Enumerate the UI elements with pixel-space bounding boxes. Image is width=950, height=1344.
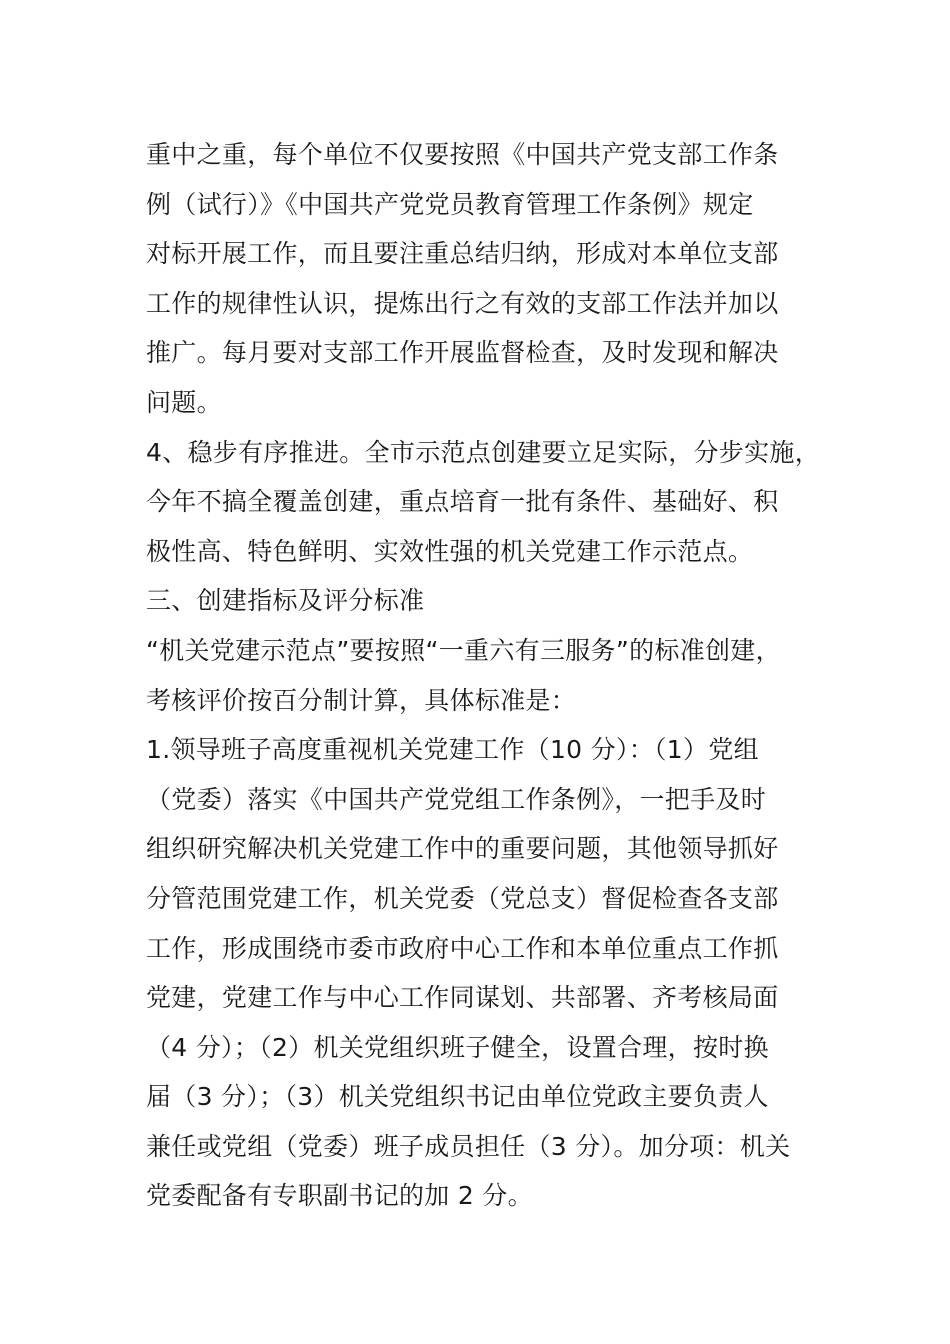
text-line-7: 4、稳步有序推进。全市示范点创建要立足实际，分步实施， bbox=[146, 437, 821, 467]
section-heading: 三、创建指标及评分标准 bbox=[146, 586, 425, 616]
text-line-2: 例（试行）》《中国共产党党员教育管理工作条例》规定 bbox=[146, 189, 754, 219]
text-line-3: 对标开展工作，而且要注重总结归纳，形成对本单位支部 bbox=[146, 239, 779, 269]
text-line-11: “机关党建示范点”要按照“一重六有三服务”的标准创建， bbox=[146, 635, 781, 665]
text-line-9: 极性高、特色鲜明、实效性强的机关党建工作示范点。 bbox=[146, 536, 754, 566]
text-line-20: 届（3 分）；（3）机关党组织书记由单位党政主要负责人 bbox=[146, 1082, 769, 1112]
text-line-21: 兼任或党组（党委）班子成员担任（3 分）。加分项：机关 bbox=[146, 1131, 791, 1161]
text-line-17: 工作，形成围绕市委市政府中心工作和本单位重点工作抓 bbox=[146, 933, 779, 963]
text-line-8: 今年不搞全覆盖创建，重点培育一批有条件、基础好、积 bbox=[146, 487, 779, 517]
text-line-18: 党建，党建工作与中心工作同谋划、共部署、齐考核局面 bbox=[146, 983, 779, 1013]
text-line-5: 推广。每月要对支部工作开展监督检查，及时发现和解决 bbox=[146, 338, 779, 368]
text-line-13: 1.领导班子高度重视机关党建工作（10 分）：（1）党组 bbox=[146, 735, 759, 765]
text-line-12: 考核评价按百分制计算，具体标准是： bbox=[146, 685, 577, 715]
text-line-4: 工作的规律性认识，提炼出行之有效的支部工作法并加以 bbox=[146, 288, 779, 318]
text-line-16: 分管范围党建工作，机关党委（党总支）督促检查各支部 bbox=[146, 883, 779, 913]
text-line-15: 组织研究解决机关党建工作中的重要问题，其他领导抓好 bbox=[146, 834, 779, 864]
text-line-1: 重中之重，每个单位不仅要按照《中国共产党支部工作条 bbox=[146, 140, 779, 169]
text-line-6: 问题。 bbox=[146, 387, 222, 417]
text-line-19: （4 分）；（2）机关党组织班子健全，设置合理，按时换 bbox=[146, 1032, 769, 1062]
text-line-22: 党委配备有专职副书记的加 2 分。 bbox=[146, 1181, 533, 1211]
document-body bbox=[146, 130, 826, 1221]
text-line-14: （党委）落实《中国共产党党组工作条例》，一把手及时 bbox=[146, 784, 767, 814]
